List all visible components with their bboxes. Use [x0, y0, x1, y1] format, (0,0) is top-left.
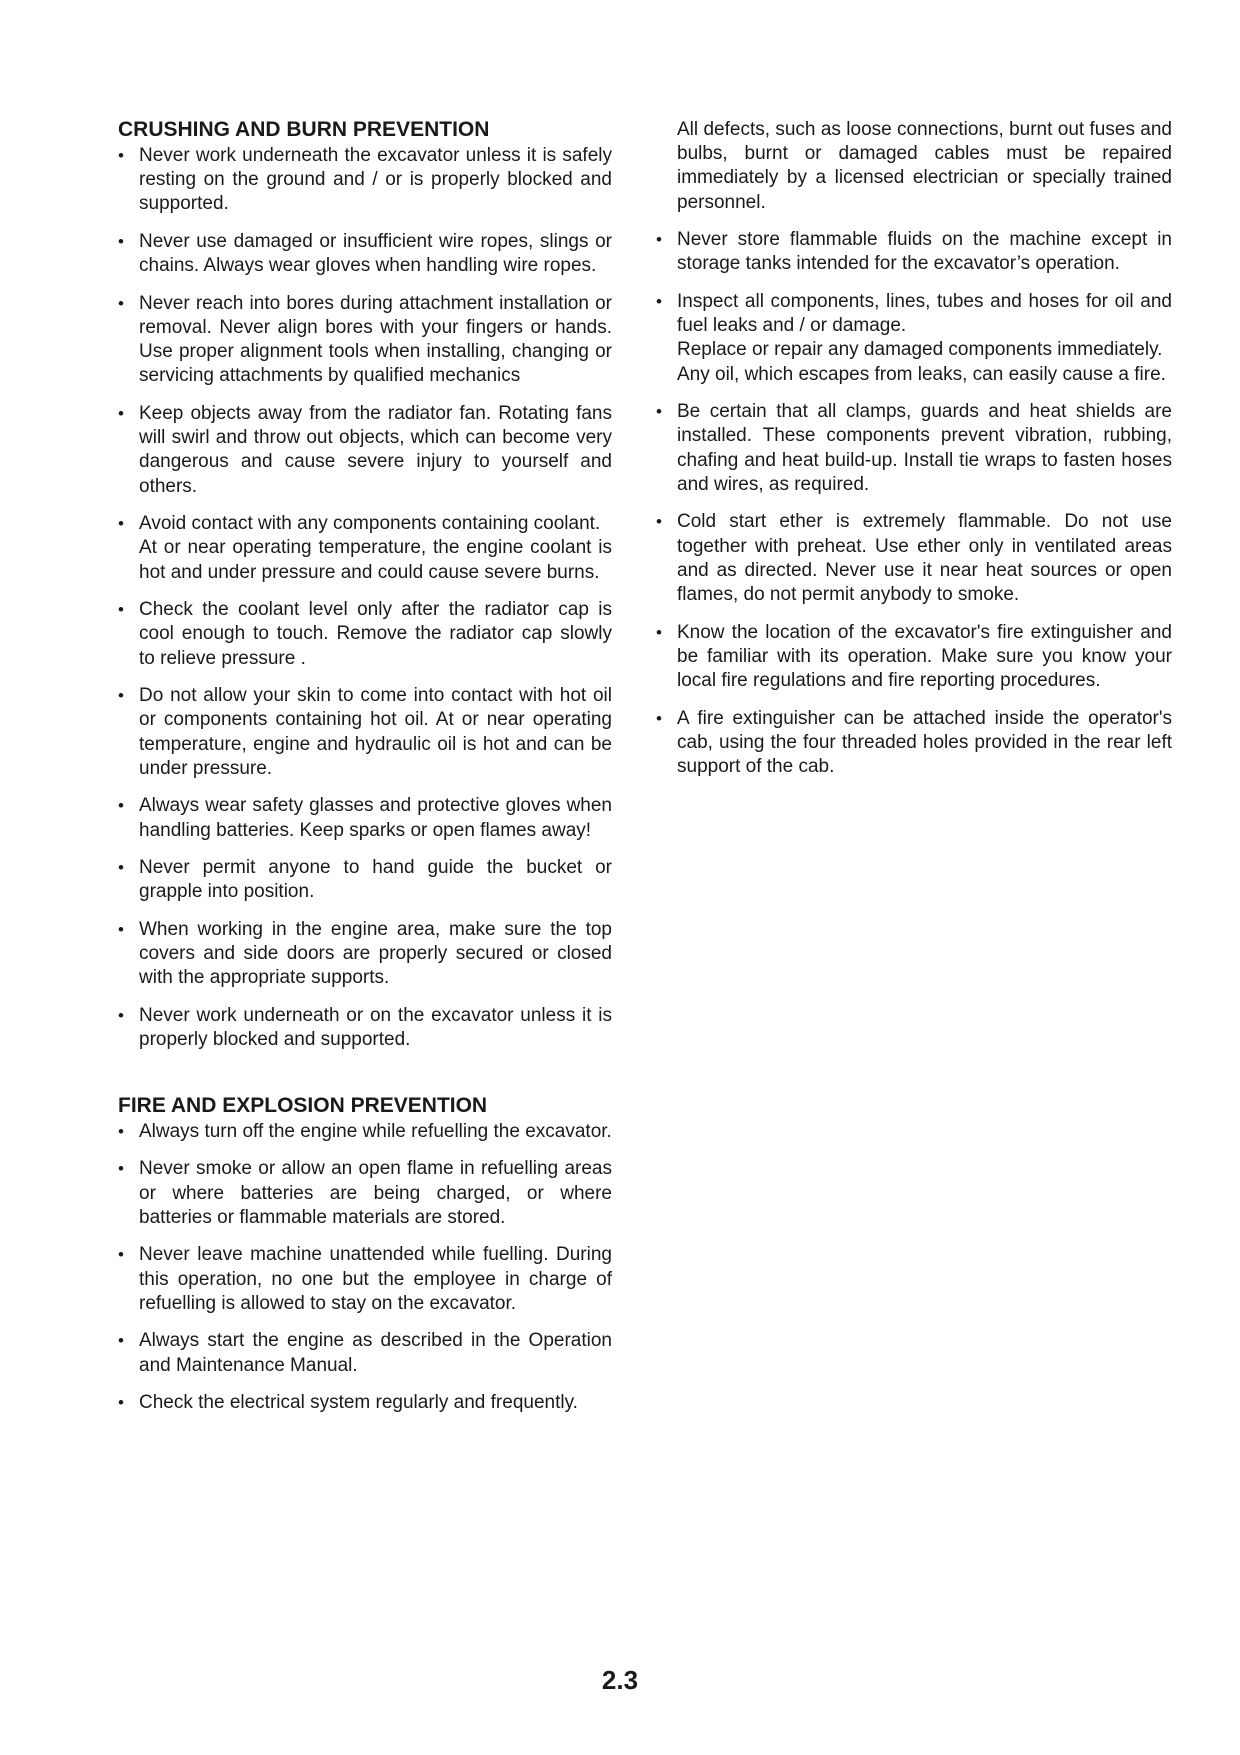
bullet-item: • Always start the engine as described in the Operation and Maintenance Manual. — [118, 1329, 612, 1377]
fire-bullet-list-continued — [656, 228, 1172, 779]
bullet-item: • A fire extinguisher can be attached inside the operator's cab, using the four threaded holes provided in the rear left support of the cab. — [656, 707, 1172, 780]
bullet-item: • When working in the engine area, make sure the top covers and side doors are properly secured or closed with the appropriate supports. — [118, 918, 612, 991]
bullet-item: • Keep objects away from the radiator fan. Rotating fans will swirl and throw out objects, which can become very dangerous and cause severe injury to yourself and others. — [118, 402, 612, 499]
left-column — [118, 118, 612, 1429]
bullet-item: • Never use damaged or insufficient wire ropes, slings or chains. Always wear gloves when handling wire ropes. — [118, 230, 612, 278]
bullet-item: • Never permit anyone to hand guide the bucket or grapple into position. — [118, 856, 612, 904]
section-title-crushing: CRUSHING AND BURN PREVENTION — [118, 118, 490, 141]
bullet-item: • Do not allow your skin to come into contact with hot oil or components containing hot oil. At or near operating temperature, engine and hydraulic oil is hot and can be under pressure. — [118, 684, 612, 781]
bullet-item: • Always wear safety glasses and protective gloves when handling batteries. Keep sparks or open flames away! — [118, 794, 612, 842]
right-column — [656, 118, 1172, 793]
bullet-item: • Cold start ether is extremely flammable. Do not use together with preheat. Use ether only in ventilated areas and as directed. Never use it near heat sources or open flames, do not permit anybody to smoke. — [656, 510, 1172, 607]
bullet-item: • Never work underneath or on the excavator unless it is properly blocked and supported. — [118, 1004, 612, 1052]
section-title-fire: FIRE AND EXPLOSION PREVENTION — [118, 1093, 488, 1117]
bullet-item: • Know the location of the excavator's fire extinguisher and be familiar with its operation. Make sure you know your local fire regulations and fire reporting procedures. — [656, 621, 1172, 694]
bullet-item: • Never work underneath the excavator unless it is safely resting on the ground and / or is properly blocked and supported. — [118, 144, 612, 217]
bullet-item: • Never reach into bores during attachment installation or removal. Never align bores with your fingers or hands. Use proper alignment tools when installing, changing or servicing attachments by qualified mechanics — [118, 292, 612, 389]
fire-bullet-list — [118, 1120, 612, 1416]
bullet-item: • Check the coolant level only after the radiator cap is cool enough to touch. Remove the radiator cap slowly to relieve pressure . — [118, 598, 612, 671]
continued-paragraph: All defects, such as loose connections, burnt out fuses and bulbs, burnt or damaged cables must be repaired immediately by a licensed electrician or specially trained personnel. — [677, 119, 1172, 213]
bullet-item: • Never leave machine unattended while fuelling. During this operation, no one but the employee in charge of refuelling is allowed to stay on the excavator. — [118, 1243, 612, 1316]
bullet-item: • Avoid contact with any components containing coolant. At or near operating temperature, the engine coolant is hot and under pressure and could cause severe burns. — [118, 512, 612, 585]
bullet-item: • Check the electrical system regularly and frequently. — [118, 1391, 612, 1415]
bullet-item: • Be certain that all clamps, guards and heat shields are installed. These components prevent vibration, rubbing, chafing and heat build-up. Install tie wraps to fasten hoses and wires, as required. — [656, 400, 1172, 497]
bullet-item: • Never store flammable fluids on the machine except in storage tanks intended for the excavator’s operation. — [656, 228, 1172, 276]
bullet-item: • Always turn off the engine while refuelling the excavator. — [118, 1120, 612, 1144]
page-number: 2.3 — [601, 1665, 639, 1695]
crushing-bullet-list — [118, 144, 612, 1052]
bullet-item: • Inspect all components, lines, tubes and hoses for oil and fuel leaks and / or damage. Replace or repair any damaged components immediately. Any oil, which escapes from leaks, can easily cause a fire. — [656, 290, 1172, 387]
bullet-item: • Never smoke or allow an open flame in refuelling areas or where batteries are being charged, or where batteries or flammable materials are stored. — [118, 1157, 612, 1230]
